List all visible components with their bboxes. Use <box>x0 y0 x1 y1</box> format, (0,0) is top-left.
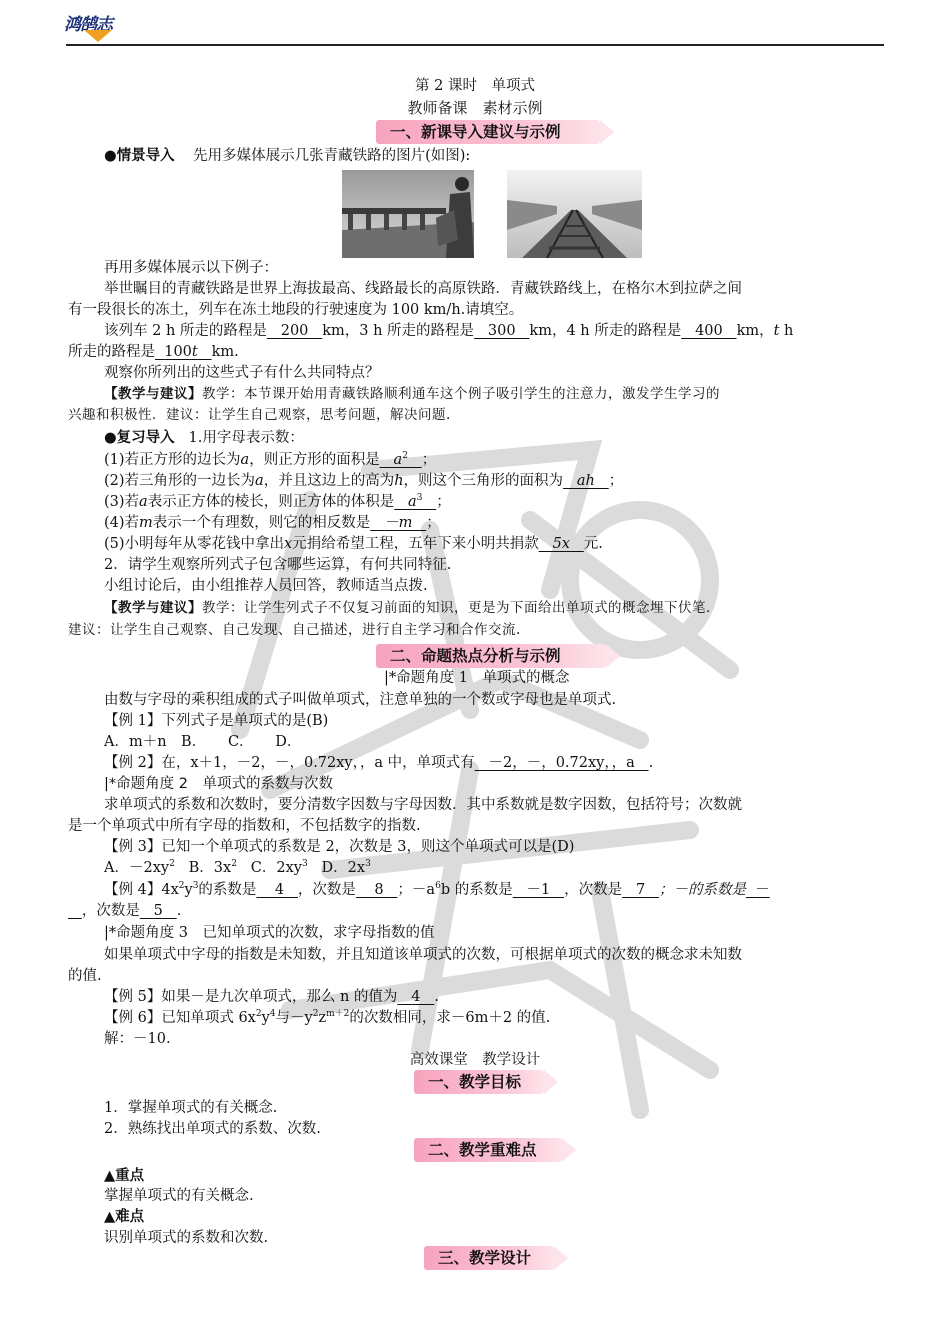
railway-track-photo <box>507 170 642 258</box>
angle-3-line-2: 的值. <box>68 968 102 984</box>
brand-logo <box>64 10 144 46</box>
angle-1-text: 由数与字母的乘积组成的式子叫做单项式，注意单独的一个数或字母也是单项式. <box>104 692 617 708</box>
angle-2-title: |*命题角度 2 单项式的系数与次数 <box>104 776 333 792</box>
section-banner-keypoints: 二、教学重难点 <box>414 1138 562 1162</box>
example-6: 【例 6】已知单项式 $6x^2y^4$与$-y^2z^{m+2}$的次数相同，求－6m＋2 的值. <box>104 1009 551 1026</box>
advice-1-line-2: 兴趣和积极性．建议：让学生自己观察，思考问题，解决问题. <box>68 407 451 423</box>
angle-3-line-1: 如果单项式中字母的指数是未知数，并且知道该单项式的次数，可根据单项式的次数的概念求未知数 <box>104 947 742 963</box>
design-title: 高效课堂 教学设计 <box>409 1052 541 1068</box>
logo-text: 鸿鹄志 <box>64 15 112 35</box>
example-5: 【例 5】如果－是九次单项式，那么 n 的值为 4 . <box>104 989 439 1005</box>
angle-2-line-2: 是一个单项式中所有字母的指数和，不包括数字的指数. <box>68 818 421 834</box>
situation-text: 先用多媒体展示几张青藏铁路的图片(如图): <box>193 148 471 164</box>
goal-2: 2．熟练找出单项式的系数、次数. <box>104 1121 321 1137</box>
difficulty-label: ▲难点 <box>104 1209 145 1225</box>
solution: 解：－10. <box>104 1031 171 1047</box>
intro-fill-line-2: 所走的路程是 100t km. <box>68 344 239 360</box>
intro-line-6: 观察你所列出的这些式子有什么共同特点？ <box>104 365 380 381</box>
example-4-cont: ，次数是 5 . <box>81 903 182 919</box>
lesson-subtitle: 教师备课 素材示例 <box>407 99 543 117</box>
header-divider <box>66 44 884 46</box>
angle-1-title: |*命题角度 1 单项式的概念 <box>384 670 570 686</box>
intro-fill-line: 该列车 2 h 所走的路程是 200 km，3 h 所走的路程是 300 km，4 h 所走的路程是 400 km，t h <box>104 323 794 339</box>
intro-line-2: 举世瞩目的青藏铁路是世界上海拔最高、线路最长的高原铁路．青藏铁路线上，在格尔木到拉萨之间 <box>104 281 742 297</box>
example-2: 【例 2】在，x＋1，－2，－，0.72xy，，a 中，单项式有 －2，－，0.72xy，，a . <box>104 755 654 771</box>
review-line-3: 小组讨论后，由小组推荐人员回答，教师适当点拨. <box>104 578 428 594</box>
answer-400: 400 <box>695 323 723 339</box>
angle-2-line-1: 求单项式的系数和次数时，要分清数字因数与字母因数．其中系数就是数字因数，包括符号；次数就 <box>104 797 742 813</box>
section-banner-hotspot: 二、命题热点分析与示例 <box>376 644 606 668</box>
review-line-2: 2．请学生观察所列式子包含哪些运算，有何共同特征. <box>104 557 452 573</box>
advice-2-line-2: 建议：让学生自己观察、自己发现、自己描述，进行自主学习和合作交流. <box>68 622 521 638</box>
answer-200: 200 <box>280 323 309 339</box>
intro-line-3: 有一段很长的冻土，列车在冻土地段的行驶速度为 100 km/h.请填空。 <box>68 302 524 318</box>
advice-1-line-1: 【教学与建议】教学：本节课开始用青藏铁路顺利通车这个例子吸引学生的注意力，激发学生学习的 <box>104 386 720 402</box>
goal-1: 1．掌握单项式的有关概念. <box>104 1100 278 1116</box>
example-3-options: A．$-2xy^2$ B．$3x^2$ C．$2xy^3$ D．$2x^3$ <box>104 859 371 876</box>
example-1-options: A．m＋n B． C． D． <box>104 734 302 750</box>
situation-line <box>104 146 920 167</box>
key-text: 掌握单项式的有关概念. <box>104 1188 254 1204</box>
key-label: ▲重点 <box>104 1168 145 1184</box>
advice-2-line-1: 【教学与建议】教学：让学生列式子不仅复习前面的知识，更是为下面给出单项式的概念埋下伏笔． <box>104 600 720 616</box>
review-q5: (5)小明每年从零花钱中拿出x元捐给希望工程，五年下来小明共捐款 5x 元. <box>104 536 603 552</box>
review-head: ●复习导入 1.用字母表示数： <box>104 430 304 446</box>
example-3: 【例 3】已知一个单项式的系数是 2，次数是 3，则这个单项式可以是(D) <box>104 839 575 855</box>
angle-3-title: |*命题角度 3 已知单项式的次数，求字母指数的值 <box>104 925 435 941</box>
logo-chevron-icon <box>84 30 112 42</box>
review-q3: (3)若a表示正方体的棱长，则正方体的体积是 $a^3$ ； <box>104 493 451 510</box>
qinghai-tibet-railway-bridge-photo <box>342 170 474 258</box>
example-4: 【例 4】$4x^2y^3$的系数是 4 ，次数是 8 ；$-a^6b$ 的系数是 －1 ，次数是 7 ；－的系数是 － <box>104 881 770 898</box>
section-banner-intro: 一、新课导入建议与示例 <box>376 120 600 144</box>
advice-label: 【教学与建议】 <box>104 386 202 402</box>
review-q4: (4)若m表示一个有理数，则它的相反数是 －m ； <box>104 515 441 531</box>
section-banner-goals: 一、教学目标 <box>414 1070 544 1094</box>
review-label: ●复习导入 <box>104 430 175 446</box>
answer-100t: 100 <box>164 344 192 360</box>
difficulty-text: 识别单项式的系数和次数. <box>104 1230 269 1246</box>
intro-line-1: 再用多媒体展示以下例子： <box>104 260 278 276</box>
answer-300: 300 <box>487 323 516 339</box>
review-q2: (2)若三角形的一边长为a，并且这边上的高为h，则这个三角形的面积为 ah ； <box>104 473 624 489</box>
situation-label: ●情景导入 <box>104 148 175 164</box>
section-banner-design: 三、教学设计 <box>424 1246 554 1270</box>
review-q1: (1)若正方形的边长为a，则正方形的面积是 $a^2$ ； <box>104 451 437 468</box>
example-1: 【例 1】下列式子是单项式的是(B) <box>104 713 329 729</box>
lesson-title: 第 2 课时 单项式 <box>415 78 535 94</box>
